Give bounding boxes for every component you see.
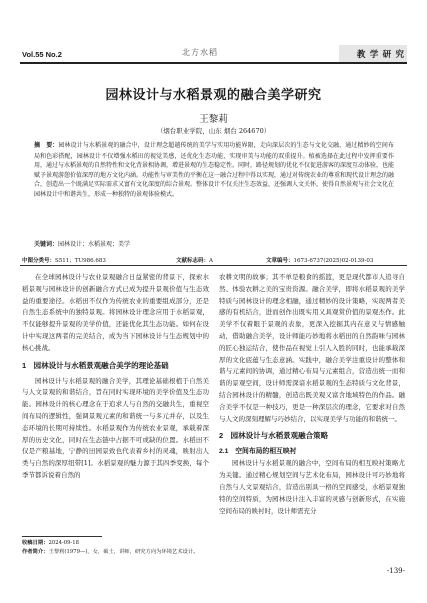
keywords-text: 园林设计；水稻景观；美学 [58, 241, 131, 248]
footnote-rule [22, 536, 102, 537]
keywords-label: 关键词： [34, 242, 59, 248]
keywords [34, 239, 394, 248]
abstract-text: 园林设计与水稻景观的融合中，设计理念超越传统的美学与实用功能界限，走向深层次的生态与文化交融，通过精妙的空间布局和色彩搭配，园林设计不仅增强水稻田的视觉美感，还优化生态功能，实现审美与功能的双重提升。植被选择在此过程中发挥重要作用，通过与水稻景观的自然特性和文化背景相协调，增进景观的生态稳定性。同时，路径规划的优化不仅促进游客的深度互动体验，也能赋予景观游憩价值深厚的地方文化内涵。功能性与审美性的平衡在这一融合过程中得以实现，通过对传统农业的尊重和现代设计理念的融合，创造出一个既满足实际需求又富有文化深度的综合景观。整体设计不仅关注生态效益，还强调人文关怀，使得自然景观与社会文化在园林设计中和谐共生，形成一种独特的景观体验模式。 [34, 142, 395, 198]
continued-paragraph: 农耕文明的故事；其不单是粮食的摇篮，更是现代都市人追寻自然、体验农耕之美的宝贵资源。融合美学，即将水稻景观的美学特质与园林设计的理念相融，通过精妙的设计策略，实现两者美感的有机结合，进而创作出既实用又具观赏价值的景观杰作。此美学不仅着眼于景观的表象，更深入挖掘其内在意义与情感触动，借助融合美学，设计师能巧妙地将水稻田的自然韵味与园林的匠心独运结合，使作品在视觉上引人入胜的同时，也能承载深厚的文化底蕴与生态意涵。实践中，融合美学注重设计的整体和谐与元素间的协调，通过精心布局与元素组合，营造出统一而和谐的景观空间，设计师需深谙水稻景观的生态特质与文化背景，结合园林设计的精髓，创造出既美观又富含地域特色的作品。融合美学不仅是一种技巧，更是一种深层次的理念，它要求对自然与人文的深刻理解与巧妙结合，以实现美学与功能的和谐统一。 [219, 273, 405, 423]
section-2-heading: 2 园林设计与水稻景观融合策略 [219, 431, 329, 441]
volume-label: Vol.55 No.2 [22, 50, 62, 59]
section-1-heading: 1 园林设计与水稻景观融合美学的理论基础 [22, 360, 169, 370]
column-name: 教 学 研 究 [356, 49, 405, 59]
intro-paragraph: 在全球园林设计与农业景观融合日益紧密的背景下，探索水稻景观与园林设计的创新融合方式已成为提升景观价值与生态效益的重要途径。水稻田不仅作为传统农业的重要组成部分，还是自然生态系统中的独特景观。将园林设计理念应用于水稻景观，不仅能够提升景观的美学价值，还能优化其生态功能。如何在设计中实现这两者的完美结合，成为当下园林设计与生态规划中的核心挑战。 [22, 273, 209, 352]
author-bio: 作者简介：王黎莉(1979—)，女，硕士，讲师，研究方向为环境艺术设计。 [22, 549, 199, 555]
section-2-1-paragraph: 园林设计与水稻景观的融合中，空间布局的相互映衬策略尤为关键。通过精心规划空间与艺术化布局，园林设计可巧妙地将自然与人文景观结合，营造出别具一格的空间感受，水稻景观独特的空间特质，为园林设计注入丰富的灵感与创新形式，在实施空间布局的映衬时，设计师需充分 [219, 459, 405, 515]
meta-rule [20, 265, 407, 266]
abstract [34, 141, 394, 200]
article-number: 文章编号：1673-6737(2025)02-0139-03 [266, 258, 374, 264]
header-rule [20, 62, 407, 64]
section-1-paragraph: 园林设计与水稻景观的融合美学，其理论基础根植于自然美与人文景观的和谐结合，旨在同时实现环境的美学价值及生态功能。园林设计的核心理念在于追求人与自然的交融共生，重视空间布局的逻辑性，强调景观元素的和谐统一与多元并存，以及生态环境的长期可持续性。水稻景观作为传统农业景观，承载着深厚的历史文化，同时在生态链中占据不可或缺的位置。水稻田不仅是产粮基地，宁静的田园景致也代表着乡村的灵魂，映射出人类与自然的深厚纽带[1]。水稻景观的魅力源于其四季变换，每个季节都诉说着自然的 [22, 376, 209, 479]
section-2-1-heading: 2.1 空间布局的相互映衬 [219, 448, 297, 456]
article-author: 王黎莉 [199, 114, 228, 125]
left-column [22, 272, 209, 482]
document-code: 文献标志码：A [176, 258, 213, 264]
author-affiliation: （烟台职业学院，山东 烟台 264670） [156, 127, 271, 135]
abstract-label: 摘 要： [34, 143, 59, 149]
clc-number: 中图分类号：S511；TU986.683 [22, 258, 106, 264]
received-date: 收稿日期：2024-09-18 [22, 540, 80, 546]
article-title: 园林设计与水稻景观的融合美学研究 [105, 87, 322, 102]
right-column [219, 272, 405, 517]
page-number: -139- [386, 567, 405, 575]
magazine-name: 北方水稻 [182, 48, 218, 57]
